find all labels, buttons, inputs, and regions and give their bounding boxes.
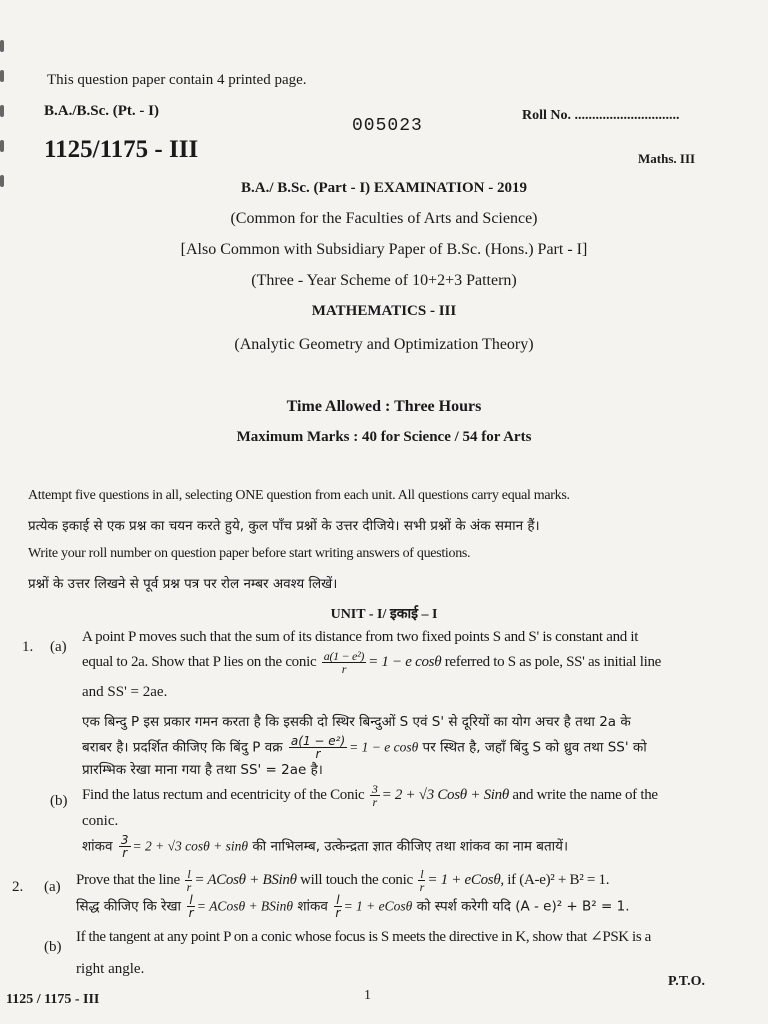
conic-equation-fraction-hindi: $\frac{\text{a(1 − e²)}}{r}$ [290, 734, 346, 761]
page-number: 1 [364, 988, 371, 1003]
course-label: B.A./B.Sc. (Pt. - I) [44, 103, 159, 119]
q2a-hindi: सिद्ध कीजिए कि रेखा $\frac{l}{r}$ = ACosθ + BSinθ शांकव $\frac{l}{r}$ = 1 + eCosθ को स्पर्श करेगी यदि (A - e)² + B² = 1. [76, 893, 630, 920]
q2a-text: Prove that the line $\frac{l}{r}$ = ACosθ + BSinθ will touch the conic $\frac{l}{r}$ = 1 + eCosθ, if (A-e)² + B² = 1. [76, 867, 610, 894]
q1b-hindi-line: शांकव $\frac{3}{r}$ = 2 + √3 cosθ + sinθ की नाभिलम्ब, उत्केन्द्रता ज्ञात कीजिए तथा शांकव का नाम बतायें। [82, 833, 569, 860]
line-fraction: $\frac{l}{r}$ [186, 867, 192, 894]
exam-title: B.A./ B.Sc. (Part - I) EXAMINATION - 2019 [241, 180, 527, 196]
binding-mark [0, 140, 4, 152]
instruction-en-1: Attempt five questions in all, selecting ONE question from each unit. All questions carry equal marks. [28, 488, 570, 503]
q1b-text-line2: conic. [82, 813, 119, 829]
conic-b-fraction-hindi: $\frac{3}{r}$ [120, 833, 129, 860]
q2b-text-line2: right angle. [76, 961, 145, 977]
instruction-en-2: Write your roll number on question paper before start writing answers of questions. [28, 546, 471, 561]
subsidiary-note: [Also Common with Subsidiary Paper of B.Sc. (Hons.) Part - I] [180, 241, 588, 258]
page-turn-note: P.T.O. [668, 974, 705, 989]
paper-title: MATHEMATICS - III [311, 303, 457, 319]
paper-code: 1125/1175 - III [44, 136, 199, 163]
paper-topic: (Analytic Geometry and Optimization Theory) [234, 336, 534, 353]
footer-paper-code: 1125 / 1175 - III [6, 992, 100, 1007]
q2a-label: (a) [44, 879, 61, 895]
q1a-hindi-line2: बराबर है। प्रदर्शित कीजिए कि बिंदु P वक्र $\frac{\text{a(1 − e²)}}{r}$ = 1 − e cosθ पर स्थित है, जहाँ बिंदु S को ध्रुव तथा SS' को [82, 734, 647, 761]
q2-number: 2. [12, 879, 24, 895]
q1a-hindi-line1: एक बिन्दु P इस प्रकार गमन करता है कि इसकी दो स्थिर बिन्दुओं S एवं S' से दूरियों का योग अचर है तथा 2a के [82, 714, 631, 730]
conic-equation-fraction: $\frac{\text{a(1 − e²)}}{r}$ [323, 649, 365, 676]
subject-label: Maths. III [638, 151, 696, 166]
time-allowed: Time Allowed : Three Hours [286, 398, 482, 415]
q1b-text-line1: Find the latus rectum and ecentricity of the Conic $\frac{3}{r}$ = 2 + √3 Cosθ + Sinθ and write the name of the [82, 782, 658, 809]
q1a-text-line1: A point P moves such that the sum of its distance from two fixed points S and S' is constant and it [82, 629, 639, 645]
serial-number: 005023 [352, 116, 423, 136]
conic2-fraction-hindi: $\frac{l}{r}$ [335, 893, 341, 920]
faculties-note: (Common for the Faculties of Arts and Science) [230, 210, 538, 227]
q1a-hindi-line3: प्रारम्भिक रेखा माना गया है तथा SS' = 2ae है। [82, 762, 323, 778]
q1a-text-line3: and SS' = 2ae. [82, 684, 168, 700]
q1a-label: (a) [50, 639, 67, 655]
instruction-hi-2: प्रश्नों के उत्तर लिखने से पूर्व प्रश्न पत्र पर रोल नम्बर अवश्य लिखें। [28, 576, 338, 592]
scheme-note: (Three - Year Scheme of 10+2+3 Pattern) [251, 272, 517, 289]
printed-pages-note: This question paper contain 4 printed page. [47, 72, 307, 88]
binding-mark [0, 105, 4, 117]
q2b-text-line1: If the tangent at any point P on a conic whose focus is S meets the directive in K, show that ∠PSK is a [76, 929, 651, 945]
line-fraction-hindi: $\frac{l}{r}$ [188, 893, 194, 920]
roll-number-label: Roll No. .............................. [522, 108, 680, 123]
binding-mark [0, 70, 4, 82]
maximum-marks: Maximum Marks : 40 for Science / 54 for Arts [236, 429, 532, 445]
q2b-label: (b) [44, 939, 62, 955]
unit-heading: UNIT - I/ इकाई – I [330, 607, 438, 622]
conic2-fraction: $\frac{l}{r}$ [419, 867, 424, 894]
binding-mark [0, 40, 4, 52]
instruction-hi-1: प्रत्येक इकाई से एक प्रश्न का चयन करते हुये, कुल पाँच प्रश्नों के उत्तर दीजिये। सभी प्रश्नों के अंक समान हैं। [28, 518, 540, 534]
q1b-label: (b) [50, 793, 68, 809]
conic-b-fraction: $\frac{3}{r}$ [371, 782, 378, 809]
q1a-text-line2: equal to 2a. Show that P lies on the conic $\frac{\text{a(1 − e²)}}{r}$ = 1 − e cosθ referred to S as pole, SS' as initial line [82, 649, 662, 676]
q1-number: 1. [22, 639, 34, 655]
